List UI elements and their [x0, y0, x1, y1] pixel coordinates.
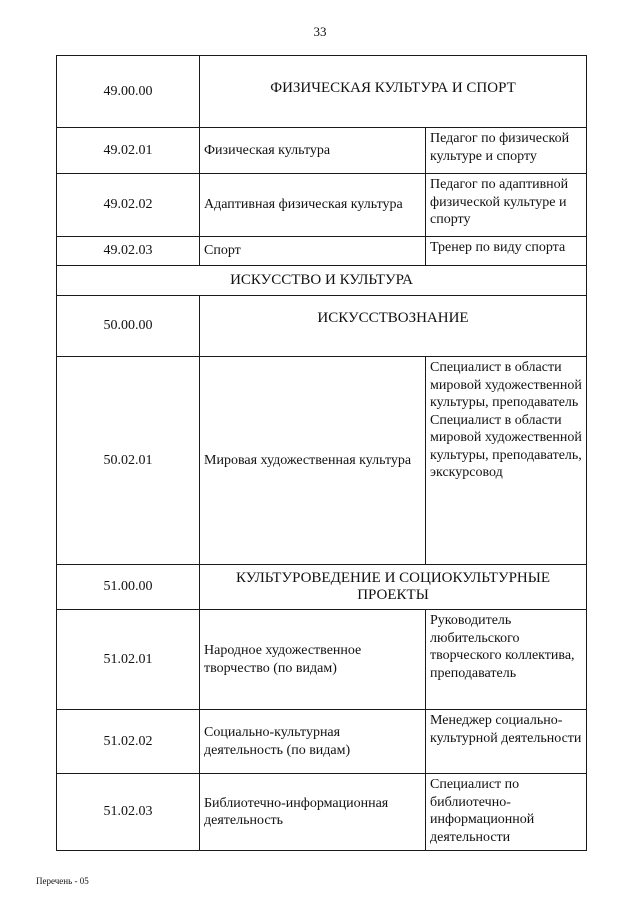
- qualification: Специалист в области мировой художественной культуры, преподаватель Специалист в области мировой художественной культуры, преподаватель, экскурсовод: [426, 357, 587, 565]
- table-row: [57, 357, 587, 565]
- specialty-code: 49.02.03: [57, 237, 200, 266]
- specialty-code: 51.02.03: [57, 774, 200, 851]
- specialty-name: Социально-культурная деятельность (по видам): [200, 710, 426, 774]
- specialty-table: [56, 55, 587, 851]
- table-row: [57, 296, 587, 357]
- specialty-code: 51.02.02: [57, 710, 200, 774]
- specialty-code: 51.02.01: [57, 610, 200, 710]
- specialty-name: Мировая художественная культура: [200, 357, 426, 565]
- table-row: [57, 237, 587, 266]
- qualification: Руководитель любительского творческого коллектива, преподаватель: [426, 610, 587, 710]
- table-row: [57, 174, 587, 237]
- table-row: [57, 266, 587, 296]
- group-code: 49.00.00: [57, 56, 200, 128]
- qualification: Специалист по библиотечно-информационной деятельности: [426, 774, 587, 851]
- qualification: Педагог по физической культуре и спорту: [426, 128, 587, 174]
- specialty-name: Библиотечно-информационная деятельность: [200, 774, 426, 851]
- specialty-name: Физическая культура: [200, 128, 426, 174]
- footer-note: Перечень - 05: [36, 876, 89, 886]
- section-heading: ИСКУССТВО И КУЛЬТУРА: [57, 266, 587, 296]
- group-code: 50.00.00: [57, 296, 200, 357]
- table-row: [57, 128, 587, 174]
- table-row: [57, 610, 587, 710]
- group-title: КУЛЬТУРОВЕДЕНИЕ И СОЦИОКУЛЬТУРНЫЕ ПРОЕКТЫ: [200, 565, 587, 610]
- specialty-code: 49.02.02: [57, 174, 200, 237]
- table-row: [57, 56, 587, 128]
- qualification: Педагог по адаптивной физической культуре и спорту: [426, 174, 587, 237]
- specialty-name: Спорт: [200, 237, 426, 266]
- group-title: ИСКУССТВОЗНАНИЕ: [200, 296, 587, 357]
- table-row: [57, 565, 587, 610]
- group-code: 51.00.00: [57, 565, 200, 610]
- qualification: Менеджер социально-культурной деятельности: [426, 710, 587, 774]
- qualification: Тренер по виду спорта: [426, 237, 587, 266]
- specialty-code: 50.02.01: [57, 357, 200, 565]
- group-title: ФИЗИЧЕСКАЯ КУЛЬТУРА И СПОРТ: [200, 56, 587, 128]
- specialty-name: Адаптивная физическая культура: [200, 174, 426, 237]
- table-row: [57, 710, 587, 774]
- specialty-code: 49.02.01: [57, 128, 200, 174]
- specialty-name: Народное художественное творчество (по видам): [200, 610, 426, 710]
- page-number: 33: [313, 24, 327, 39]
- table-row: [57, 774, 587, 851]
